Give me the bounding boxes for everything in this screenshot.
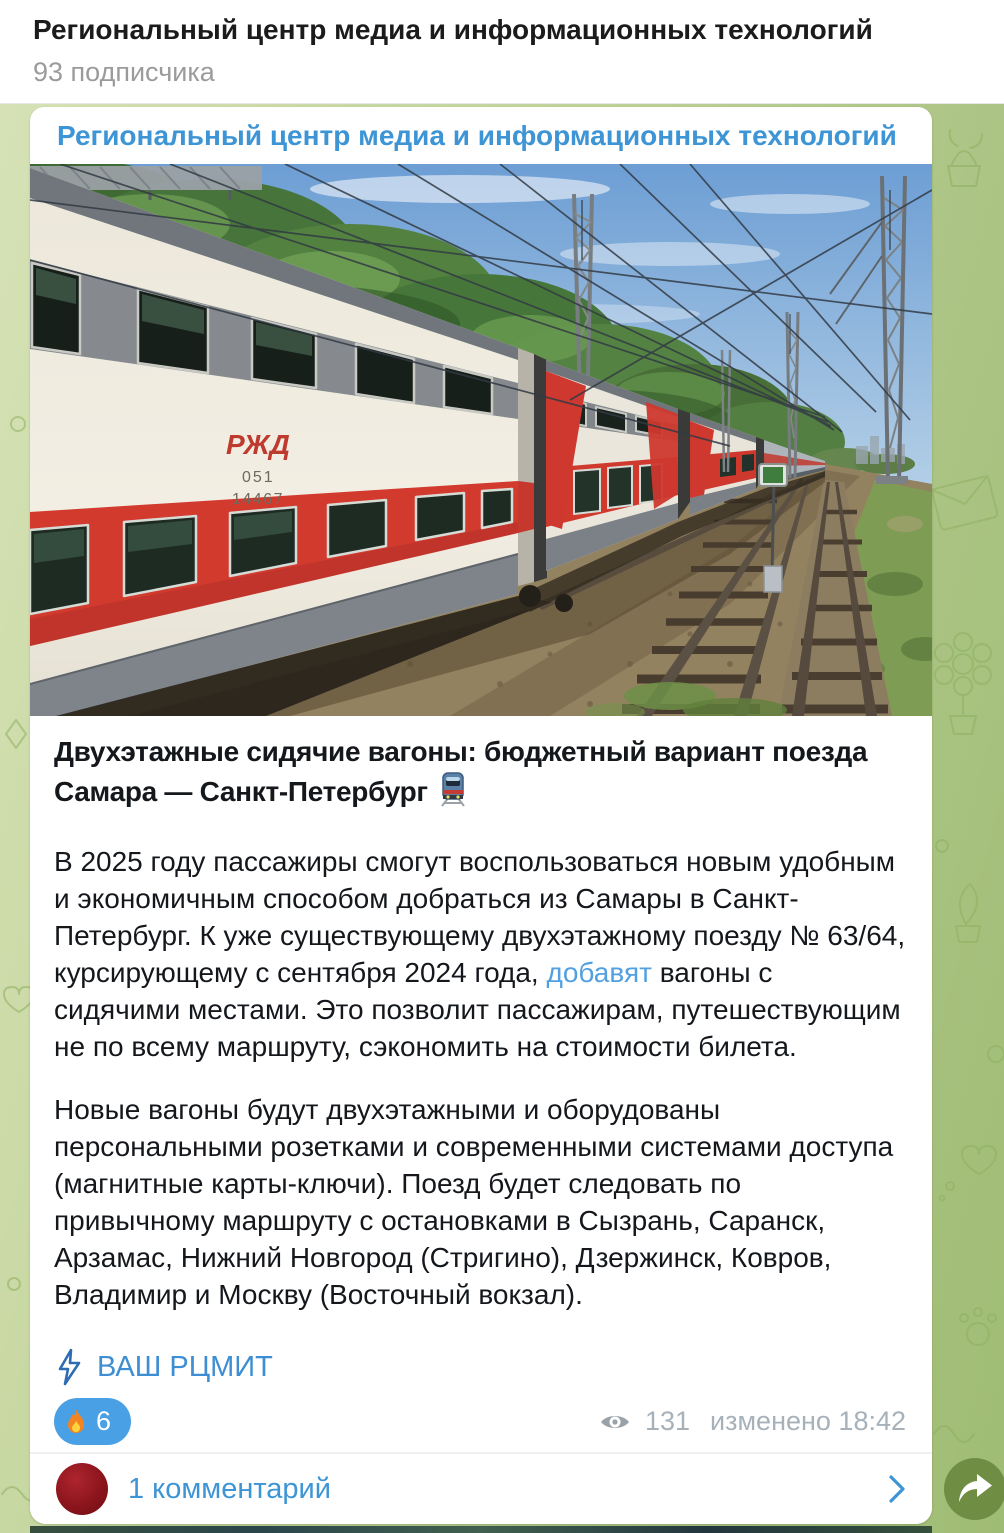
chat-header[interactable] [0, 0, 1004, 104]
doodle-flower [935, 633, 991, 734]
chevron-right-icon [888, 1474, 906, 1504]
paragraph-1-text: В 2025 году пассажиры смогут воспользоваться новым удобным и экономичным способом добраться из Самары в Санкт-Петербург. К уже существующему двухэтажному поезду № 63/64, курсирующему с сентября 2024 года, [54, 846, 906, 988]
doodle-dot [936, 840, 948, 852]
eye-icon [599, 1411, 631, 1433]
meta-row [54, 1398, 906, 1445]
post-photo[interactable] [30, 164, 932, 716]
signature-row[interactable] [54, 1347, 906, 1387]
channel-post [30, 107, 932, 1524]
doodle-diamond [6, 720, 26, 748]
views-info [599, 1403, 906, 1440]
reaction-count: 6 [96, 1406, 112, 1436]
dobavyat-link[interactable]: добавят [546, 957, 652, 988]
car-number-1: 051 [242, 469, 275, 486]
views-count: 131 [644, 1406, 691, 1436]
post-title [54, 733, 906, 817]
chat-title: Региональный центр медиа и информационных технологий [33, 14, 873, 45]
doodle-envelope [932, 476, 998, 531]
chat-subscribers: 93 подписчика [33, 57, 215, 87]
doodle-paw [960, 1308, 996, 1345]
doodle-squiggle [934, 1426, 974, 1442]
lightning-icon [54, 1347, 84, 1387]
post-paragraph-2: Новые вагоны будут двухэтажными и оборудованы персональными розетками и современными системами доступа (магнитные карты-ключи). Поезд будет следовать по привычному маршруту с остановками в Сызрань, Саранск, Арзамас, Нижний Новгород (Стригино), Дзержинск, Ковров, Владимир и Москву (Восточный вокзал). [54, 1094, 894, 1310]
next-message-peek [30, 1526, 932, 1533]
doodle-heart-bubble [940, 1146, 997, 1201]
comments-label: 1 комментарий [128, 1472, 331, 1505]
doodle-dot [8, 1278, 20, 1290]
car-number-2: 14467 [232, 491, 284, 508]
post-body [30, 733, 932, 1445]
rzd-logo: РЖД [226, 429, 290, 460]
doodle-cactus [948, 130, 982, 186]
paragraph-1-text-after: вагоны с сидячими местами. Это позволит пассажирам, путешествующим не по всему маршруту, сэкономить на стоимости билета. [54, 957, 901, 1062]
share-icon [955, 1472, 995, 1506]
doodle-dot [11, 417, 25, 431]
edited-time: изменено 18:42 [710, 1406, 906, 1436]
train-emoji [436, 771, 470, 817]
fire-emoji [65, 1408, 87, 1436]
comments-bar[interactable] [30, 1452, 932, 1524]
post-paragraph-1 [54, 843, 906, 1065]
share-button[interactable] [944, 1458, 1004, 1520]
doodle-dot [988, 1046, 1004, 1062]
train-photo-illustration [30, 164, 932, 716]
fire-reaction-button[interactable] [54, 1398, 131, 1445]
doodle-leafpot [956, 884, 980, 942]
commenter-avatar [56, 1463, 108, 1515]
signature-label: ВАШ РЦМИТ [97, 1350, 273, 1383]
post-title-text: Двухэтажные сидячие вагоны: бюджетный вариант поезда Самара — Санкт-Петербург [54, 736, 868, 807]
post-channel-name[interactable]: Региональный центр медиа и информационных технологий [57, 119, 897, 151]
